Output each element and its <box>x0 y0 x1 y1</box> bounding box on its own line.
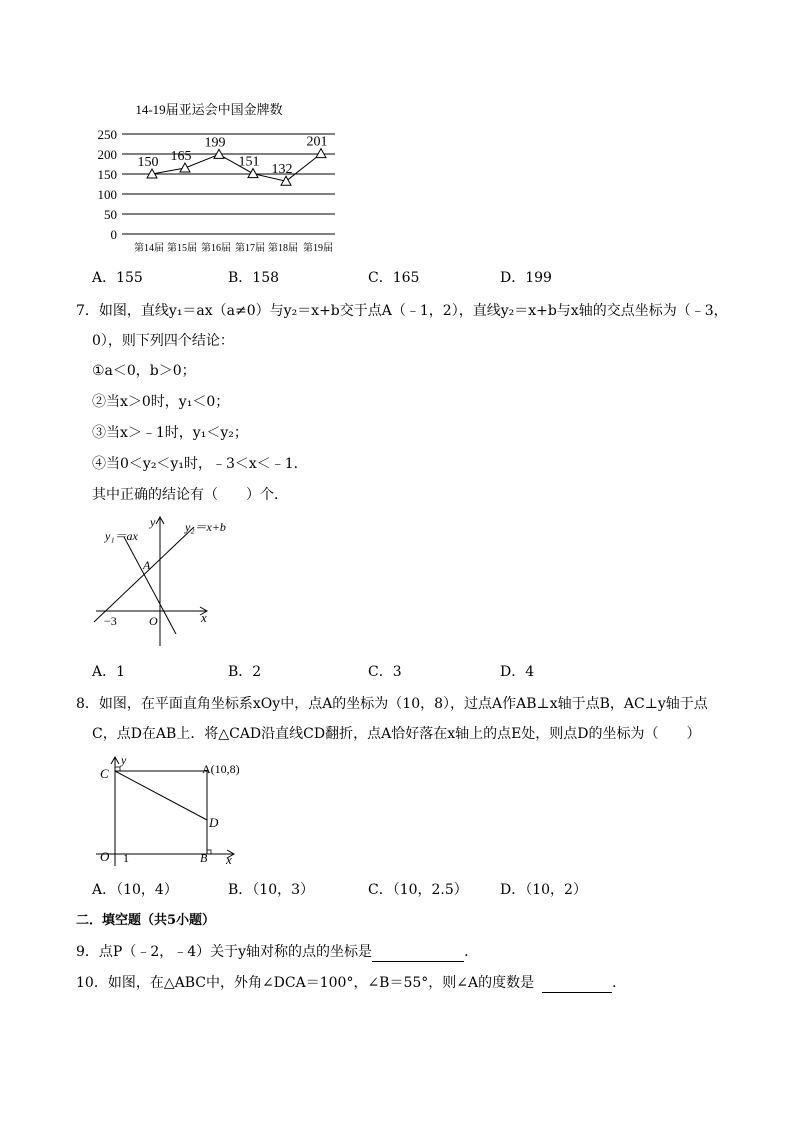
q7-option-b[interactable]: B．2 <box>228 664 262 680</box>
x-tick-label: 第16届 <box>201 243 231 254</box>
q7-label-y1: y₁＝ax <box>105 529 138 543</box>
q8-right-angle-b <box>207 850 211 854</box>
q7-option-d[interactable]: D．4 <box>500 664 535 680</box>
q9-end: ． <box>464 944 479 960</box>
data-label: 151 <box>238 154 260 170</box>
q6-option-b[interactable]: B．158 <box>228 270 280 286</box>
q8-segment-cd <box>115 771 207 820</box>
q7-figure <box>90 512 250 652</box>
data-label: 201 <box>306 134 328 150</box>
q8-label-b: B <box>200 851 208 865</box>
q8-label-y: y <box>121 754 127 767</box>
gold-medal-chart <box>88 95 358 260</box>
q10-end: ． <box>612 975 627 991</box>
q8-right-angle-c <box>115 767 120 771</box>
q8-label-one: 1 <box>123 851 129 865</box>
q8-option-c[interactable]: C．（10，2.5） <box>368 882 468 898</box>
x-tick-label: 第18届 <box>268 243 298 254</box>
y-tick-label: 200 <box>97 147 117 162</box>
q10-text: 10．如图，在△ABC中，外角∠DCA＝100°，∠B＝55°，则∠A的度数是 <box>76 975 535 991</box>
q8-figure <box>88 754 248 874</box>
q9-text: 9．点P（﹣2，﹣4）关于y轴对称的点的坐标是 <box>76 944 373 960</box>
q7-conclusion-4: ④当0＜y₂＜y₁时，﹣3＜x＜﹣1． <box>92 456 308 472</box>
q7-conclusion-2: ②当x＞0时，y₁＜0； <box>92 394 230 410</box>
q8-label-c: C <box>100 766 109 781</box>
x-tick-label: 第14届 <box>134 243 164 254</box>
q8-stem-line2: C，点D在AB上．将△CAD沿直线CD翻折，点A恰好落在x轴上的点E处，则点D的坐标为（ ） <box>92 726 701 742</box>
data-point-marker <box>316 149 326 158</box>
y-tick-label: 50 <box>104 207 117 222</box>
q9-stem <box>76 942 478 962</box>
q7-option-c[interactable]: C．3 <box>368 664 402 680</box>
x-tick-label: 第19届 <box>303 243 333 254</box>
chart-title: 14-19届亚运会中国金牌数 <box>135 102 283 117</box>
q7-conclusion-3: ③当x＞﹣1时，y₁＜y₂； <box>92 425 248 441</box>
q7-question: 其中正确的结论有（ ）个． <box>92 487 288 503</box>
q9-answer-blank[interactable] <box>372 945 464 962</box>
section-heading: 二．填空题（共5小题） <box>76 913 216 928</box>
q8-stem-line1: 8．如图，在平面直角坐标系xOy中，点A的坐标为（10，8），过点A作AB⊥x轴于点B，AC⊥y轴于点 <box>76 696 708 712</box>
data-point-marker <box>248 169 258 178</box>
x-tick-label: 第15届 <box>167 243 197 254</box>
y-tick-label: 100 <box>97 187 117 202</box>
q7-label-y2: y₂＝x+b <box>185 520 226 534</box>
y-tick-label: 250 <box>97 127 117 142</box>
q6-option-d[interactable]: D．199 <box>500 270 552 286</box>
q7-label-a: A <box>143 558 151 572</box>
q10-stem <box>76 973 626 993</box>
data-label: 199 <box>204 135 226 151</box>
q10-answer-blank[interactable] <box>542 976 612 993</box>
data-label: 132 <box>271 162 293 178</box>
q7-option-a[interactable]: A．1 <box>92 664 126 680</box>
q7-stem-line2: 0），则下列四个结论： <box>92 333 234 349</box>
y-tick-label: 0 <box>110 227 117 242</box>
q8-label-a: A(10,8) <box>202 762 240 776</box>
q6-option-c[interactable]: C．165 <box>368 270 420 286</box>
data-point-marker <box>180 163 190 172</box>
q8-label-origin: O <box>100 849 110 864</box>
q6-option-a[interactable]: A．155 <box>92 270 143 286</box>
chart-svg <box>88 95 358 260</box>
data-label: 150 <box>137 155 159 170</box>
q7-label-yaxis: y <box>150 515 156 529</box>
q8-option-b[interactable]: B．（10，3） <box>228 882 315 898</box>
q7-stem-line1: 7．如图，直线y₁＝ax（a≠0）与y₂＝x+b交于点A（﹣1，2），直线y₂＝x+b与x轴的交点坐标为（﹣3， <box>76 303 728 319</box>
x-tick-label: 第17届 <box>235 243 265 254</box>
q8-label-x: x <box>226 852 232 867</box>
q7-label-neg3: −3 <box>104 614 117 628</box>
data-label: 165 <box>170 149 192 164</box>
y-tick-label: 150 <box>97 167 117 182</box>
q7-label-origin: O <box>149 614 158 628</box>
q8-option-a[interactable]: A．（10，4） <box>92 882 178 898</box>
q8-option-d[interactable]: D．（10，2） <box>500 882 587 898</box>
q8-label-d: D <box>209 815 219 830</box>
q7-label-xaxis: x <box>201 610 207 625</box>
q7-conclusion-1: ①a＜0，b＞0； <box>92 363 196 379</box>
